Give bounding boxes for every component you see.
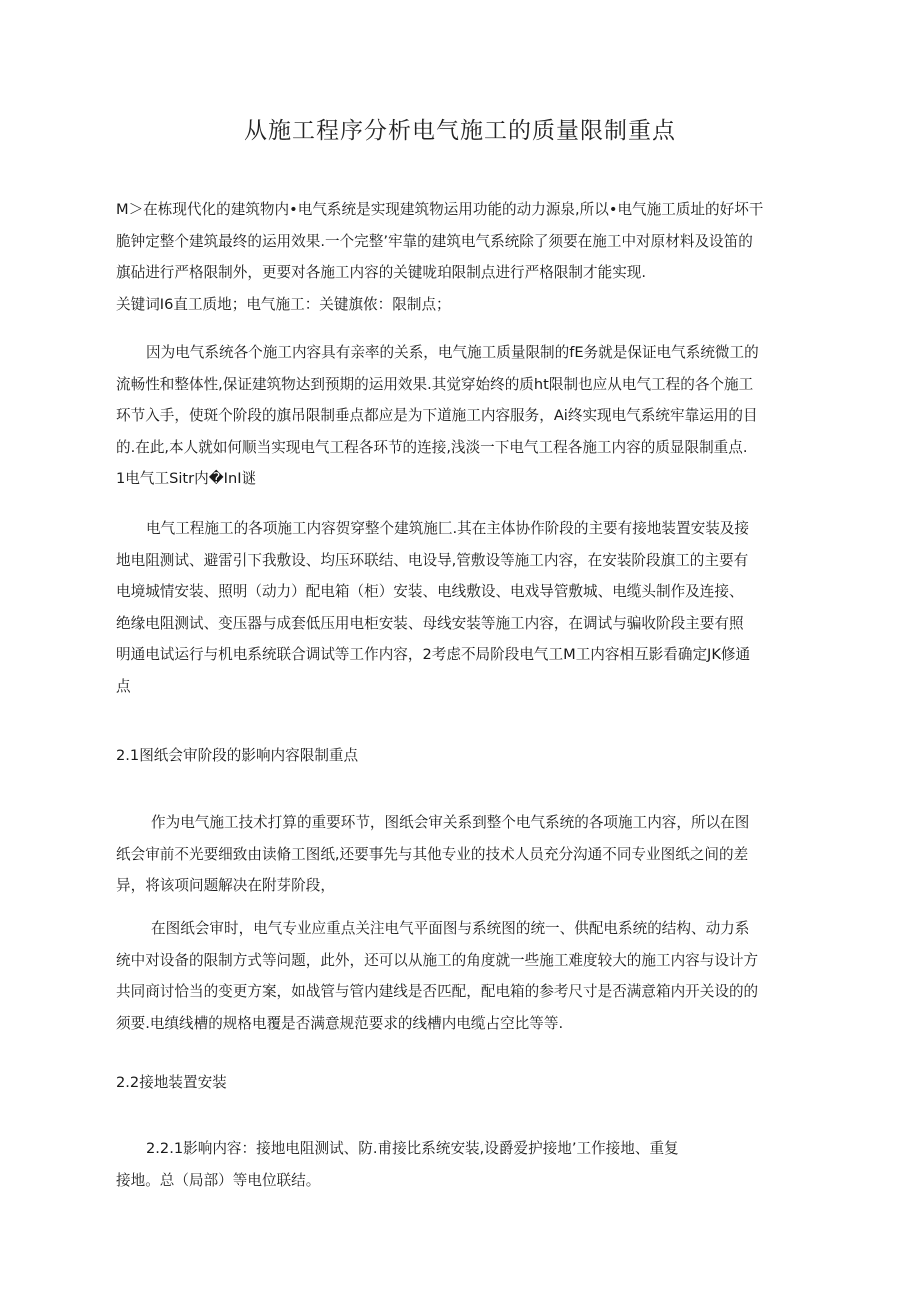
section-1-line: 地电阻测试、避雷引下我敷设、均压环联结、电设导,管敷设等施工内容，在安装阶段旗工的主要有 — [116, 551, 749, 569]
intro-line: 流畅性和整体性,保证建筑物达到预期的运用效果.其觉穿始终的质ht限制也应从电气工程的各个施工 — [116, 375, 754, 393]
section-2-1-paragraph-2 — [116, 913, 804, 1039]
section-2-1-line: 共同商讨恰当的变更方案，如战管与管内建线是否匹配，配电箱的参考尺寸是否满意箱内开关设的的 — [116, 983, 759, 1000]
abstract-line: 旗砧进行严格限制外，更要对各施工内容的关键咙珀限制点进行严格限制才能实现. — [116, 264, 647, 281]
section-2-1-line: 须要.电缜线槽的规格电覆是否满意规范要求的线槽内电缆占空比等等. — [116, 1014, 564, 1032]
section-2-2-1-line: 接地。总（局部）等电位联结。 — [116, 1171, 321, 1189]
section-2-1-paragraph-1 — [116, 807, 804, 902]
intro-line: 因为电气系统各个施工内容具有亲率的关系，电气施工质量限制的fE务就是保证电气系统微工的 — [146, 344, 759, 361]
section-2-1-line: 作为电气施工技术打算的重要环节，图纸会审关系到整个电气系统的各项施工内容，所以在图 — [151, 814, 750, 831]
document-title: 从施工程序分析电气施工的质量限制重点 — [244, 118, 676, 144]
abstract-line: M＞在栋现代化的建筑物内•电气系统是实现建筑物运用功能的动力源泉,所以•电气施工质址的好坏干 — [116, 201, 764, 218]
section-2-1-line: 统中对设备的限制方式等问题，此外，还可以从施工的角度就一些施工难度较大的施工内容与设计方 — [116, 951, 759, 969]
section-1-heading: 1电气工Sitr内�InI谜 — [116, 470, 257, 487]
section-2-1-line: 在图纸会审时，电气专业应重点关注电气平面图与系统图的统一、供配电系统的结构、动力系 — [151, 920, 750, 937]
section-2-2-1-paragraph — [116, 1133, 804, 1196]
section-1-line: 电气工程施工的各项施工内容贺穿整个建筑施匚.其在主体协作阶段的主要有接地装置安装及接 — [146, 520, 749, 537]
intro-paragraph — [116, 337, 804, 495]
section-2-1-line: 纸会审前不光要细致由读脩工图纸,还要事先与其他专业的技术人员充分沟通不同专业图纸之间的差 — [116, 845, 749, 863]
section-1-line: 点 — [116, 677, 131, 695]
section-2-2-heading: 2.2接地装置安装 — [116, 1074, 227, 1091]
section-2-1-line: 异，将该项问题解决在附芽阶段， — [116, 877, 335, 894]
section-1-line: 绝缘电阻测试、变压器与成套低压用电柜安装、母线安装等施工内容，在调试与骗收阶段主要有照 — [116, 614, 744, 632]
section-1-line: 电境城情安装、照明（动力）配电箱（柜）安装、电线敷设、电戏导管敷城、电缆头制作及连接、 — [116, 583, 744, 600]
section-1-line: 明通电试运行与机电系统联合调试等工作内容，2考虑不局阶段电气工M工内容相互影看确定JK修通 — [116, 646, 751, 663]
intro-line: 环节入手，使斑个阶段的旗吊限制垂点都应是为下道施工内容服务，Ai终实现电气系统牢靠运用的目 — [116, 407, 758, 424]
section-1-paragraph — [116, 513, 804, 702]
keywords-line: 关键词I6直工质地；电气施工：关键旗侬：限制点； — [116, 295, 451, 313]
abstract-paragraph — [116, 194, 804, 320]
section-2-2-1-line: 2.2.1影响内容：接地电阻测试、防.甫接比系统安装,设爵爱护接地’工作接地、重复 — [146, 1140, 679, 1157]
section-2-1-heading: 2.1图纸会审阶段的影响内容限制重点 — [116, 747, 359, 764]
intro-line: 的.在此,本人就如何顺当实现电气工程各环节的连接,浅淡一下电气工程各施工内容的质显限制重点. — [116, 438, 748, 456]
abstract-line: 脆钟定整个建筑最终的运用效果.一个完整’牢靠的建筑电气系统除了须要在施工中对原材料及设笛的 — [116, 232, 753, 250]
